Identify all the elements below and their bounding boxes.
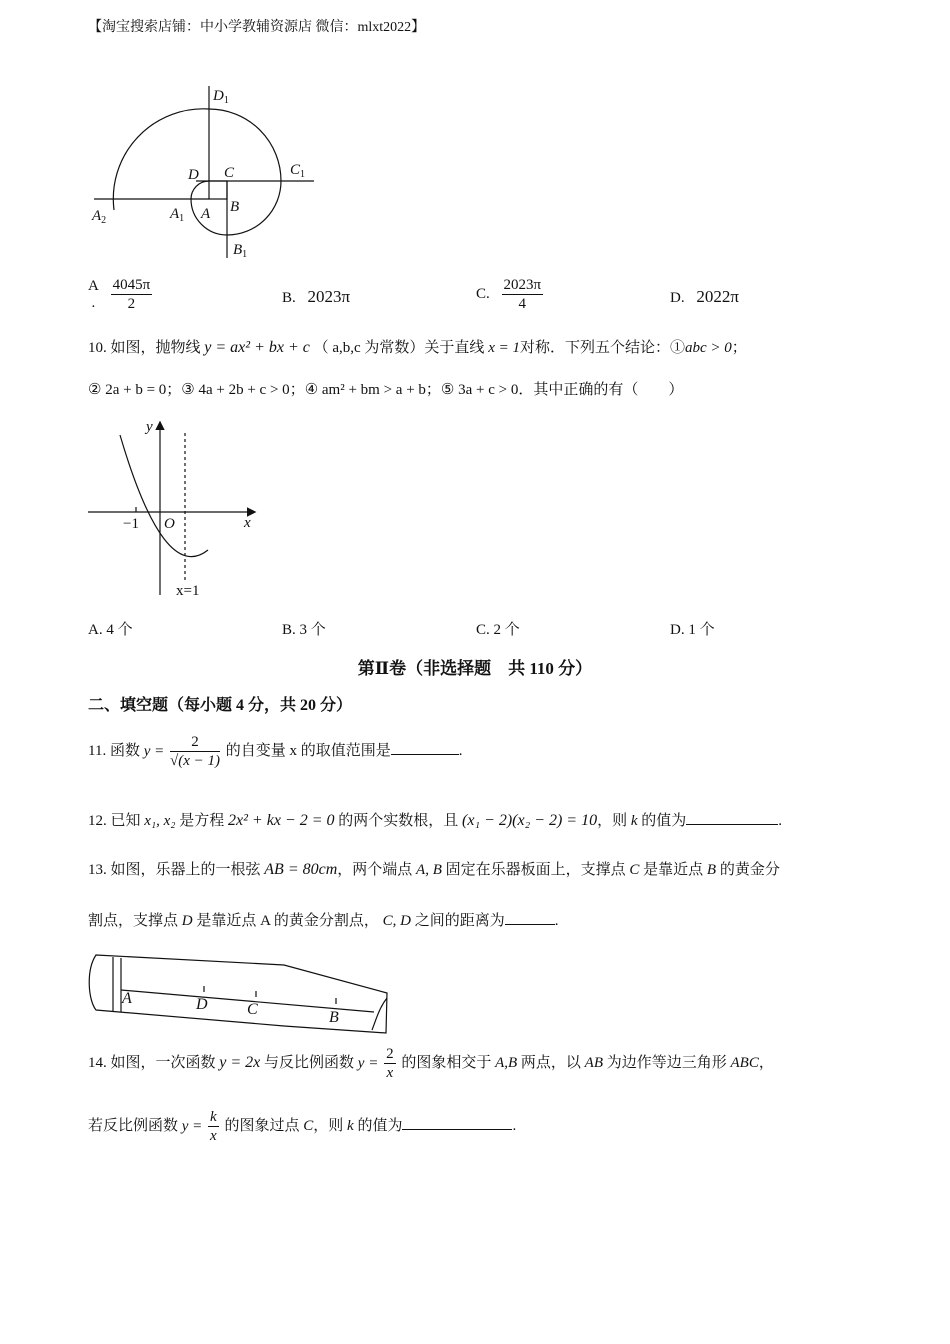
arc-d1: [209, 109, 281, 181]
q10-line1: 10. 如图，抛物线 y = ax² + bx + c （ a,b,c 为常数）关于直线 x = 1对称．下列五个结论：①abc > 0；: [88, 339, 747, 356]
parabola-figure: [86, 415, 266, 605]
label-a: A: [201, 206, 211, 222]
label-a2: $A_2$: [92, 208, 107, 226]
q10-option-c[interactable]: C. 2 个: [476, 622, 520, 638]
label-b1: $B_1$: [233, 242, 248, 260]
label-c: C: [247, 1001, 258, 1018]
label-d1: $D_1$: [213, 88, 229, 106]
unit-square: [209, 181, 227, 199]
q10-line2: ② 2a + b = 0；③ 4a + 2b + c > 0；④ am² + bm > a + b；⑤ 3a + c > 0．其中正确的有（ ）: [88, 382, 684, 398]
q11-fraction: $\frac{2}{√(x - 1)}$: [169, 734, 220, 769]
q10-option-d[interactable]: D. 1 个: [670, 622, 715, 638]
axis-x-label: x: [244, 515, 251, 531]
q13-line1: 13. 如图，乐器上的一根弦 AB = 80cm，两个端点 A, B 固定在乐器板面上，支撑点 C 是靠近点 B 的黄金分: [88, 861, 780, 878]
q11: 11. 函数 y = $\frac{2}{√(x - 1)}$ 的自变量 x 的取值范围是 .: [88, 734, 463, 769]
q14-line1: 14. 如图，一次函数 y = 2x 与反比例函数 y = $\frac{2}{x}$ 的图象相交于 A,B 两点，以 AB 为边作等边三角形 ABC，: [88, 1046, 774, 1081]
q11-blank[interactable]: [391, 740, 459, 755]
q9-option-b[interactable]: B. 2023π: [282, 287, 351, 306]
q13-blank[interactable]: [505, 910, 555, 925]
q10-option-a[interactable]: A. 4 个: [88, 622, 133, 638]
label-a1: $A_1$: [170, 206, 185, 224]
q13-line2: 割点，支撑点 D 是靠近点 A 的黄金分割点， C, D 之间的距离为 .: [88, 910, 558, 930]
axis-y-label: y: [146, 419, 153, 435]
q14-blank[interactable]: [402, 1115, 512, 1130]
neg-one-label: −1: [123, 516, 139, 532]
q9-option-a[interactable]: A . $\frac{4045\pi}{2}$: [88, 277, 151, 312]
instrument-end-curve: [372, 998, 387, 1030]
label-d: D: [188, 167, 199, 183]
label-a: A: [122, 990, 132, 1007]
label-c1: $C_1$: [290, 162, 306, 180]
option-a-fraction: $\frac{4045\pi}{2}$: [112, 277, 151, 312]
q10-option-b[interactable]: B. 3 个: [282, 622, 326, 638]
q14-fraction-2: $\frac{k}{x}$: [210, 1109, 217, 1144]
axis-line-label: x=1: [176, 583, 200, 599]
instrument-body: [89, 955, 387, 1033]
label-b: B: [230, 199, 240, 215]
label-d: D: [196, 996, 208, 1013]
arc-a2: [113, 109, 209, 210]
header-note: 【淘宝搜索店铺：中小学教辅资源店 微信：mlxt2022】: [88, 20, 426, 35]
q9-option-d[interactable]: D. 2022π: [670, 287, 739, 306]
q14-fraction-1: $\frac{2}{x}$: [386, 1046, 394, 1081]
instrument-figure: [84, 950, 394, 1040]
q9-option-c[interactable]: C. $\frac{2023\pi}{4}$: [476, 277, 542, 312]
parabola-curve: [120, 435, 208, 557]
fill-in-title: 二、填空题（每小题 4 分，共 20 分）: [88, 697, 353, 714]
arc-a1: [191, 181, 209, 199]
option-c-fraction: $\frac{2023\pi}{4}$: [503, 277, 542, 312]
section-2-title: 第Ⅱ卷（非选择题 共 110 分）: [357, 659, 593, 678]
q14-line2: 若反比例函数 y = $\frac{k}{x}$ 的图象过点 C，则 k 的值为 .: [88, 1109, 517, 1144]
label-b: B: [329, 1009, 339, 1026]
origin-label: O: [164, 516, 175, 532]
label-c: C: [224, 165, 235, 181]
option-a-label: A: [88, 278, 99, 294]
q12: 12. 已知 x₁, x₂ 是方程 2x² + kx − 2 = 0 的两个实数根，且 (x₁ − 2)(x₂ − 2) = 10，则 k 的值为 .: [88, 812, 783, 829]
spiral-figure: [86, 80, 326, 265]
q12-blank[interactable]: [686, 810, 778, 825]
